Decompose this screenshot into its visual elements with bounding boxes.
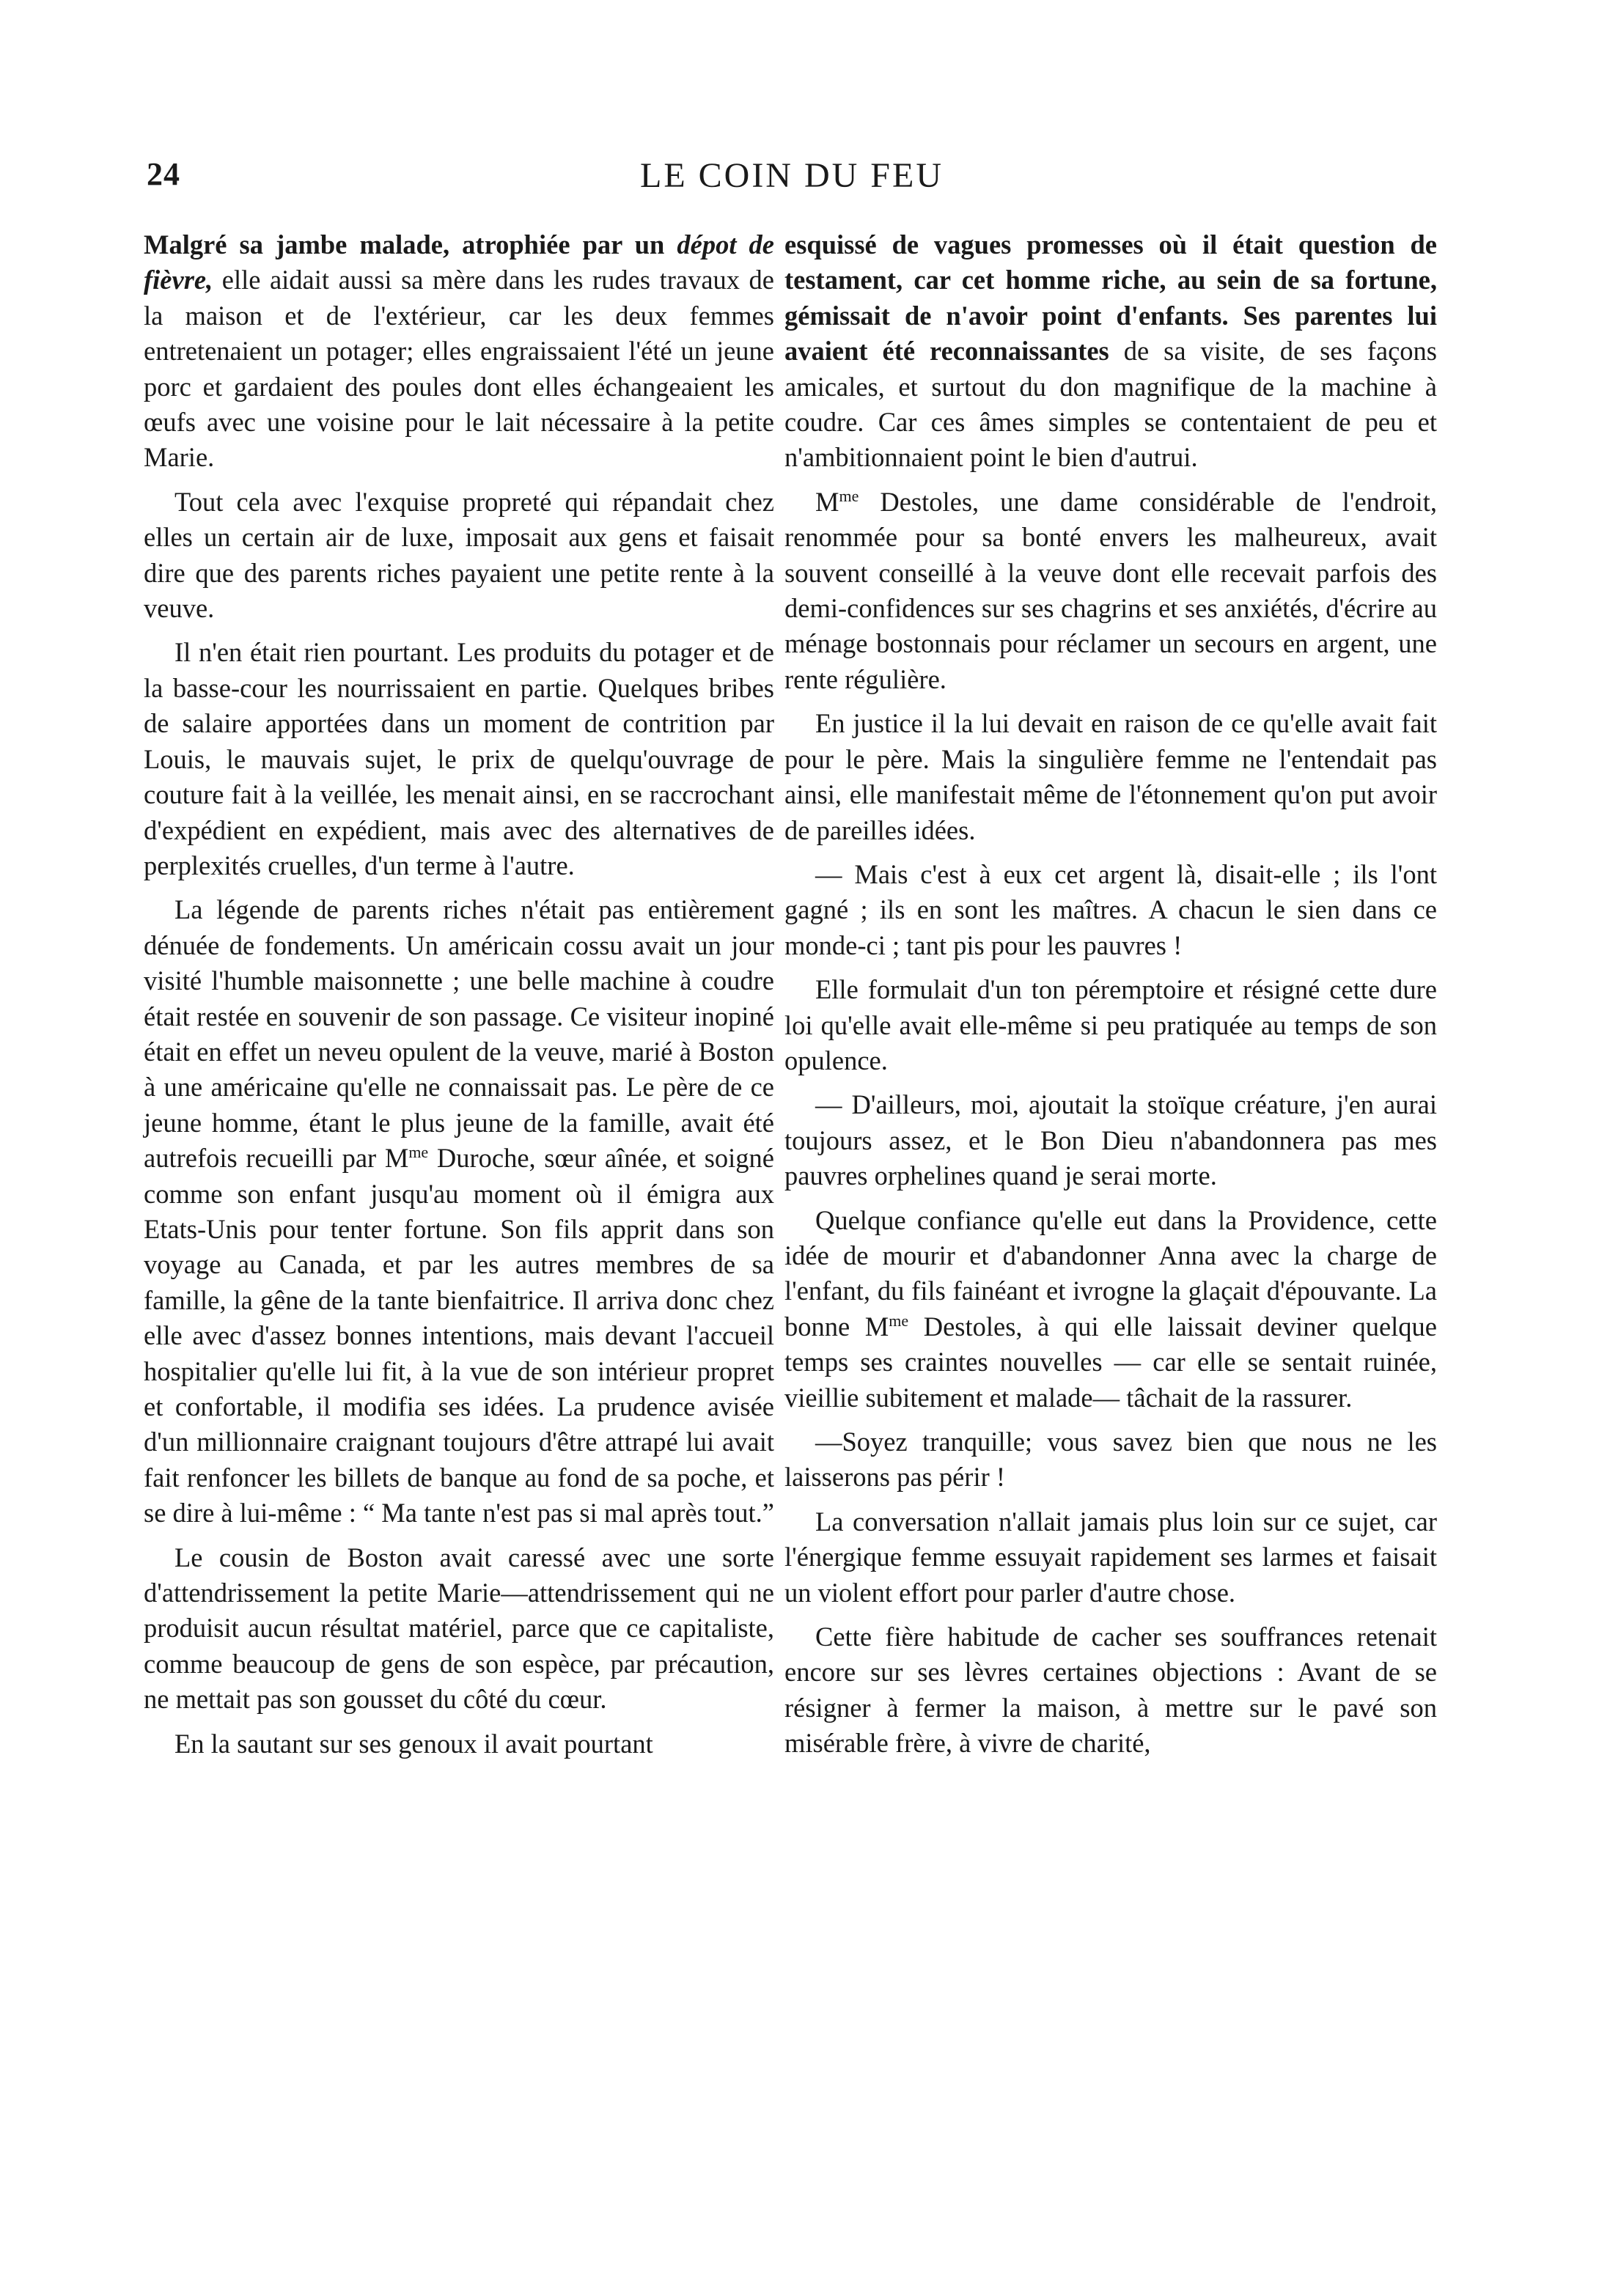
paragraph: La conversation n'allait jamais plus loin sur ce sujet, car l'énergique femme essuyait rapidement ses larmes et faisait un violent effort pour parler d'autre chose. bbox=[784, 1506, 1437, 1608]
paragraph-text: elle aidait aussi sa mère dans les rudes travaux de la maison et de l'extérieur, car les deux femmes entretenaient un potager; elles engraissaient l'été un jeune porc et gardaient des poules dont elles échangeaient les œufs avec une voisine pour le lait nécessaire à la petite Marie. bbox=[144, 265, 774, 473]
superscript: me bbox=[408, 1143, 429, 1161]
superscript: me bbox=[839, 486, 859, 505]
paragraph: Le cousin de Boston avait caressé avec une sorte d'attendrissement la petite Marie—attendrissement qui ne produisit aucun résultat matériel, parce que ce capitaliste, comme beaucoup de gens de son espèce, par précaution, ne mettait pas son gousset du côté du cœur. bbox=[144, 1542, 774, 1715]
paragraph-text: Destoles, une dame considérable de l'endroit, renommée pour sa bonté envers les malheureux, avait souvent conseillé à la veuve dont elle recevait parfois des demi-confidences sur ses chagrins et ses anxiétés, d'écrire au ménage bostonnais pour réclamer un secours en argent, une rente régulière. bbox=[784, 486, 1437, 694]
paragraph-text: M bbox=[815, 486, 839, 517]
page-header bbox=[147, 155, 1437, 199]
paragraph-text: Malgré sa jambe malade, atrophiée par un bbox=[144, 229, 677, 260]
paragraph: En justice il la lui devait en raison de ce qu'elle avait fait pour le père. Mais la singulière femme ne l'entendait pas ainsi, elle manifestait même de l'étonnement qu'on put avoir de pareilles idées. bbox=[784, 708, 1437, 845]
paragraph-text: Duroche, sœur aînée, et soigné comme son enfant jusqu'au moment où il émigra aux Etats-Unis pour tenter fortune. Son fils apprit dans son voyage au Canada, et par les autres membres de sa famille, la gêne de la tante bienfaitrice. Il arriva donc chez elle avec d'assez bonnes intentions, mais devant l'accueil hospitalier qu'elle lui fit, à la vue de son intérieur propret et confortable, il modifia ses idées. La prudence avisée d'un millionnaire craignant toujours d'être attrapé lui avait fait renfoncer les billets de banque au fond de sa poche, et se dire à lui-même : “ Ma tante n'est pas si mal après tout.” bbox=[144, 1143, 775, 1528]
paragraph: — D'ailleurs, moi, ajoutait la stoïque créature, j'en aurai toujours assez, et le Bon Dieu n'abandonnera pas mes pauvres orphelines quand je serai morte. bbox=[784, 1089, 1437, 1191]
left-column bbox=[144, 227, 774, 1770]
paragraph: Il n'en était rien pourtant. Les produits du potager et de la basse-cour les nourrissaient en partie. Quelques bribes de salaire apportées dans un moment de contrition par Louis, le mauvais sujet, le prix de quelqu'ouvrage de couture fait à la veillée, les menait ainsi, en se raccrochant d'expédient en expédient, mais avec des alternatives de perplexités cruelles, d'un terme à l'autre. bbox=[144, 637, 774, 880]
paragraph: —Soyez tranquille; vous savez bien que nous ne les laisserons pas périr ! bbox=[784, 1427, 1437, 1493]
paragraph bbox=[784, 227, 1437, 476]
emphasis-text: dépot de fièvre, bbox=[144, 229, 774, 295]
page-number: 24 bbox=[147, 156, 180, 192]
right-column bbox=[784, 227, 1437, 1770]
paragraph-text: La légende de parents riches n'était pas entièrement dénuée de fondements. Un américain cossu avait un jour visité l'humble maisonnette ; une belle machine à coudre était restée en souvenir de son passage. Ce visiteur inopiné était en effet un neveu opulent de la veuve, marié à Boston à une américaine qu'elle ne connaissait pas. Le père de ce jeune homme, étant le plus jeune de la famille, avait été autrefois recueilli par M bbox=[144, 894, 774, 1174]
running-title: LE COIN DU FEU bbox=[640, 156, 944, 195]
paragraph-text: de sa visite, de ses façons amicales, et surtout du don magnifique de la machine à coudre. Car ces âmes simples se contentaient de peu et n'ambitionnaient point le bien d'autrui. bbox=[784, 336, 1437, 473]
paragraph: Tout cela avec l'exquise propreté qui répandait chez elles un certain air de luxe, imposait aux gens et faisait dire que des parents riches payaient une petite rente à la veuve. bbox=[144, 486, 774, 624]
paragraph-text: Quelque confiance qu'elle eut dans la Providence, cette idée de mourir et d'abandonner Anna avec la charge de l'enfant, du fils fainéant et ivrogne la glaçait d'épouvante. La bonne M bbox=[784, 1204, 1437, 1342]
paragraph bbox=[144, 892, 774, 1531]
paragraph: En la sautant sur ses genoux il avait pourtant bbox=[174, 1728, 653, 1759]
paragraph: — Mais c'est à eux cet argent là, disait-elle ; ils l'ont gagné ; ils en sont les maîtres. A chacun le sien dans ce monde-ci ; tant pis pour les pauvres ! bbox=[784, 858, 1437, 960]
paragraph bbox=[784, 485, 1437, 697]
paragraph-text: esquissé de vagues promesses où il était question de testament, car cet homme riche, au sein de sa fortune, gémissait de n'avoir point d'enfants. bbox=[784, 229, 1437, 331]
paragraph bbox=[144, 227, 774, 476]
paragraph bbox=[784, 1203, 1437, 1416]
paragraph: Cette fière habitude de cacher ses souffrances retenait encore sur ses lèvres certaines objections : Avant de se résigner à fermer la maison, à mettre sur le pavé son misérable frère, à vivre de charité, bbox=[784, 1622, 1437, 1759]
paragraph-text: Destoles, à qui elle laissait deviner quelque temps ses craintes nouvelles — car elle se sentait ruinée, vieillie subitement et malade— tâchait de la rassurer. bbox=[784, 1311, 1437, 1413]
superscript: me bbox=[889, 1311, 909, 1330]
paragraph: Elle formulait d'un ton péremptoire et résigné cette dure loi qu'elle avait elle-même si peu pratiquée au temps de son opulence. bbox=[784, 974, 1437, 1075]
paragraph-text: Ses parentes lui avaient été reconnaissantes bbox=[784, 300, 1438, 367]
